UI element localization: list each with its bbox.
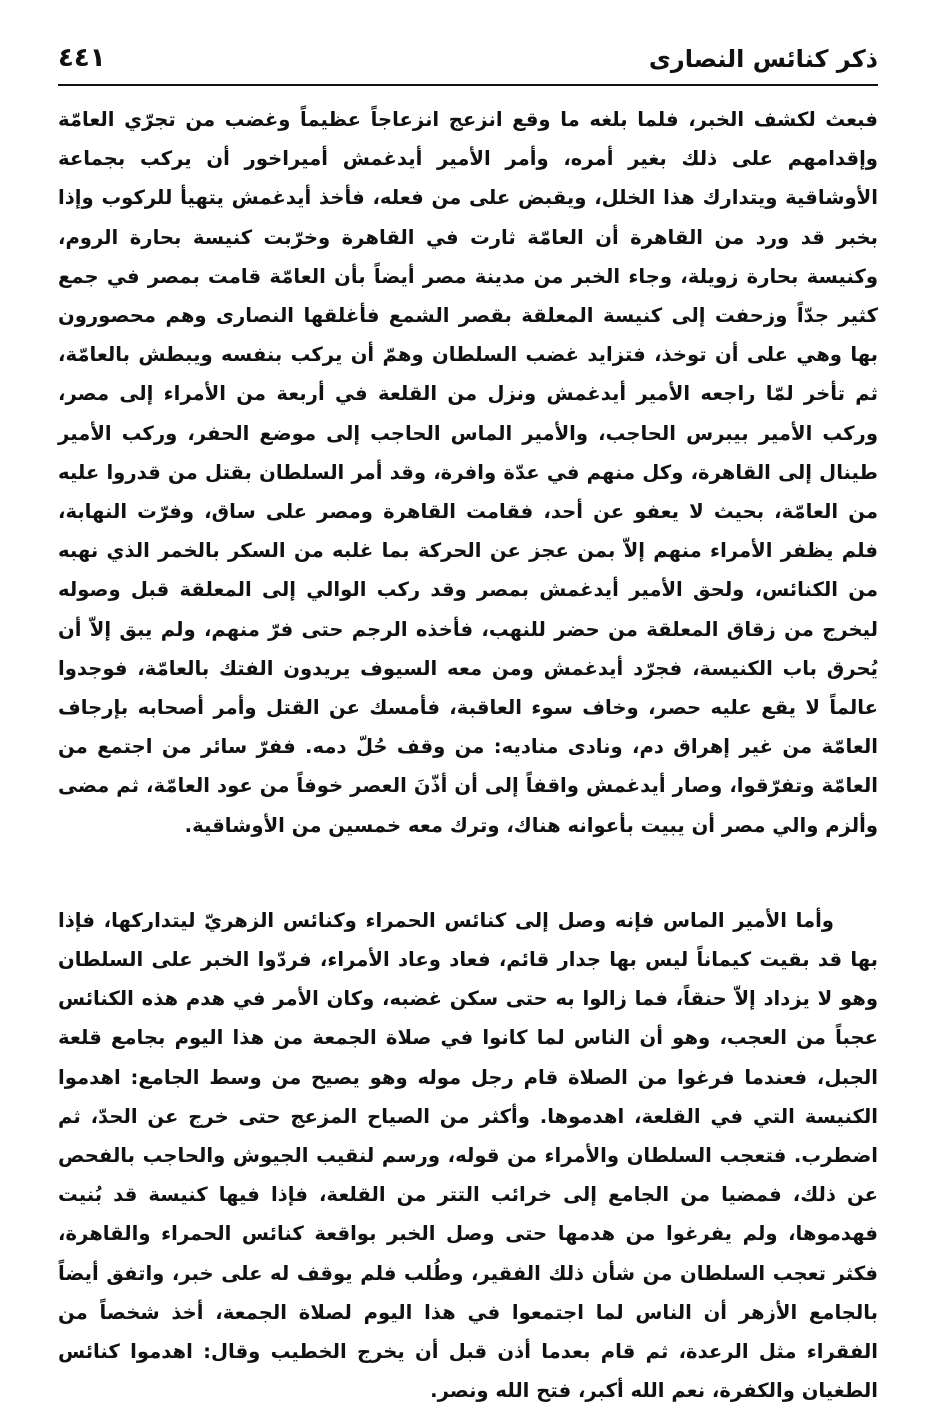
paragraph-2: وأما الأمير الماس فإنه وصل إلى كنائس الحمراء وكنائس الزهريّ ليتداركها، فإذا بها قد بقيت كيماناً ليس بها جدار قائم، فعاد وعاد الأمراء، فردّوا الخبر على السلطان وهو لا يزداد إلاّ حنقاً، فما زالوا به حتى سكن غضبه، وكان الأمر في هدم هذه الكنائس عجباً من العجب، وهو أن الناس لما كانوا في صلاة الجمعة من هذا اليوم بجامع قلعة الجبل، فعندما فرغوا من الصلاة قام رجل موله وهو يصيح من وسط الجامع: اهدموا الكنيسة التي في القلعة، اهدموها. وأكثر من الصياح المزعج حتى خرج عن الحدّ، ثم اضطرب. فتعجب السلطان والأمراء من قوله، ورسم لنقيب الجيوش والحاجب بالفحص عن ذلك، فمضيا من الجامع إلى خرائب التتر من القلعة، فإذا فيها كنيسة قد بُنيت فهدموها، ولم يفرغوا من هدمها حتى وصل الخبر بواقعة كنائس الحمراء والقاهرة، فكثر تعجب السلطان من شأن ذلك الفقير، وطُلب فلم يوقف له على خبر، واتفق أيضاً بالجامع الأزهر أن الناس لما اجتمعوا في هذا اليوم لصلاة الجمعة، أخذ شخصاً من الفقراء مثل الرعدة، ثم قام بعدما أذن قبل أن يخرج الخطيب وقال: اهدموا كنائس الطغيان والكفرة، نعم الله أكبر، فتح الله ونصر. [58,908,878,1403]
body-text [58,100,878,1411]
chapter-title: ذكر كنائس النصارى [648,45,878,73]
book-page [58,38,878,1403]
page-number: ٤٤١ [58,43,106,73]
paragraph-1: فبعث لكشف الخبر، فلما بلغه ما وقع انزعج انزعاجاً عظيماً وغضب من تجرّي العامّة وإقدامهم على ذلك بغير أمره، وأمر الأمير أيدغمش أميراخور أن يركب بجماعة الأوشاقية ويتدارك هذا الخلل، ويقبض على من فعله، فأخذ أيدغمش يتهيأ للركوب وإذا بخبر قد ورد من القاهرة أن العامّة ثارت في القاهرة وخرّبت كنيسة بحارة الروم، وكنيسة بحارة زويلة، وجاء الخبر من مدينة مصر أيضاً بأن العامّة قامت بمصر في جمع كثير جدّاً وزحفت إلى كنيسة المعلقة بقصر الشمع فأغلقها النصارى وهم محصورون بها وهي على أن توخذ، فتزايد غضب السلطان وهمّ أن يركب بنفسه ويبطش بالعامّة، ثم تأخر لمّا راجعه الأمير أيدغمش ونزل من القلعة في أربعة من الأمراء إلى مصر، وركب الأمير بيبرس الحاجب، والأمير الماس الحاجب إلى موضع الحفر، وركب الأمير طينال إلى القاهرة، وكل منهم في عدّة وافرة، وقد أمر السلطان بقتل من قدروا عليه من العامّة، بحيث لا يعفو عن أحد، فقامت القاهرة ومصر على ساق، وفرّت النهابة، فلم يظفر الأمراء منهم إلاّ بمن عجز عن الحركة بما غلبه من السكر بالخمر الذي نهبه من الكنائس، ولحق الأمير أيدغمش بمصر وقد ركب الوالي إلى المعلقة قبل وصوله ليخرج من زقاق المعلقة من حضر للنهب، فأخذه الرجم حتى فرّ منهم، ولم يبق إلاّ أن يُحرق باب الكنيسة، فجرّد أيدغمش ومن معه السيوف يريدون الفتك بالعامّة، فوجدوا عالماً لا يقع عليه حصر، وخاف سوء العاقبة، فأمسك عن القتل وأمر أصحابه بإرجاف العامّة من غير إهراق دم، ونادى مناديه: من وقف حُلّ دمه. ففرّ سائر من اجتمع من العامّة وتفرّقوا، وصار أيدغمش واقفاً إلى أن أذّنَ العصر خوفاً من عود العامّة، ثم مضى وألزم والي مصر أن يبيت بأعوانه هناك، وترك معه خمسين من الأوشاقية. [58,108,878,837]
running-header [58,38,878,86]
